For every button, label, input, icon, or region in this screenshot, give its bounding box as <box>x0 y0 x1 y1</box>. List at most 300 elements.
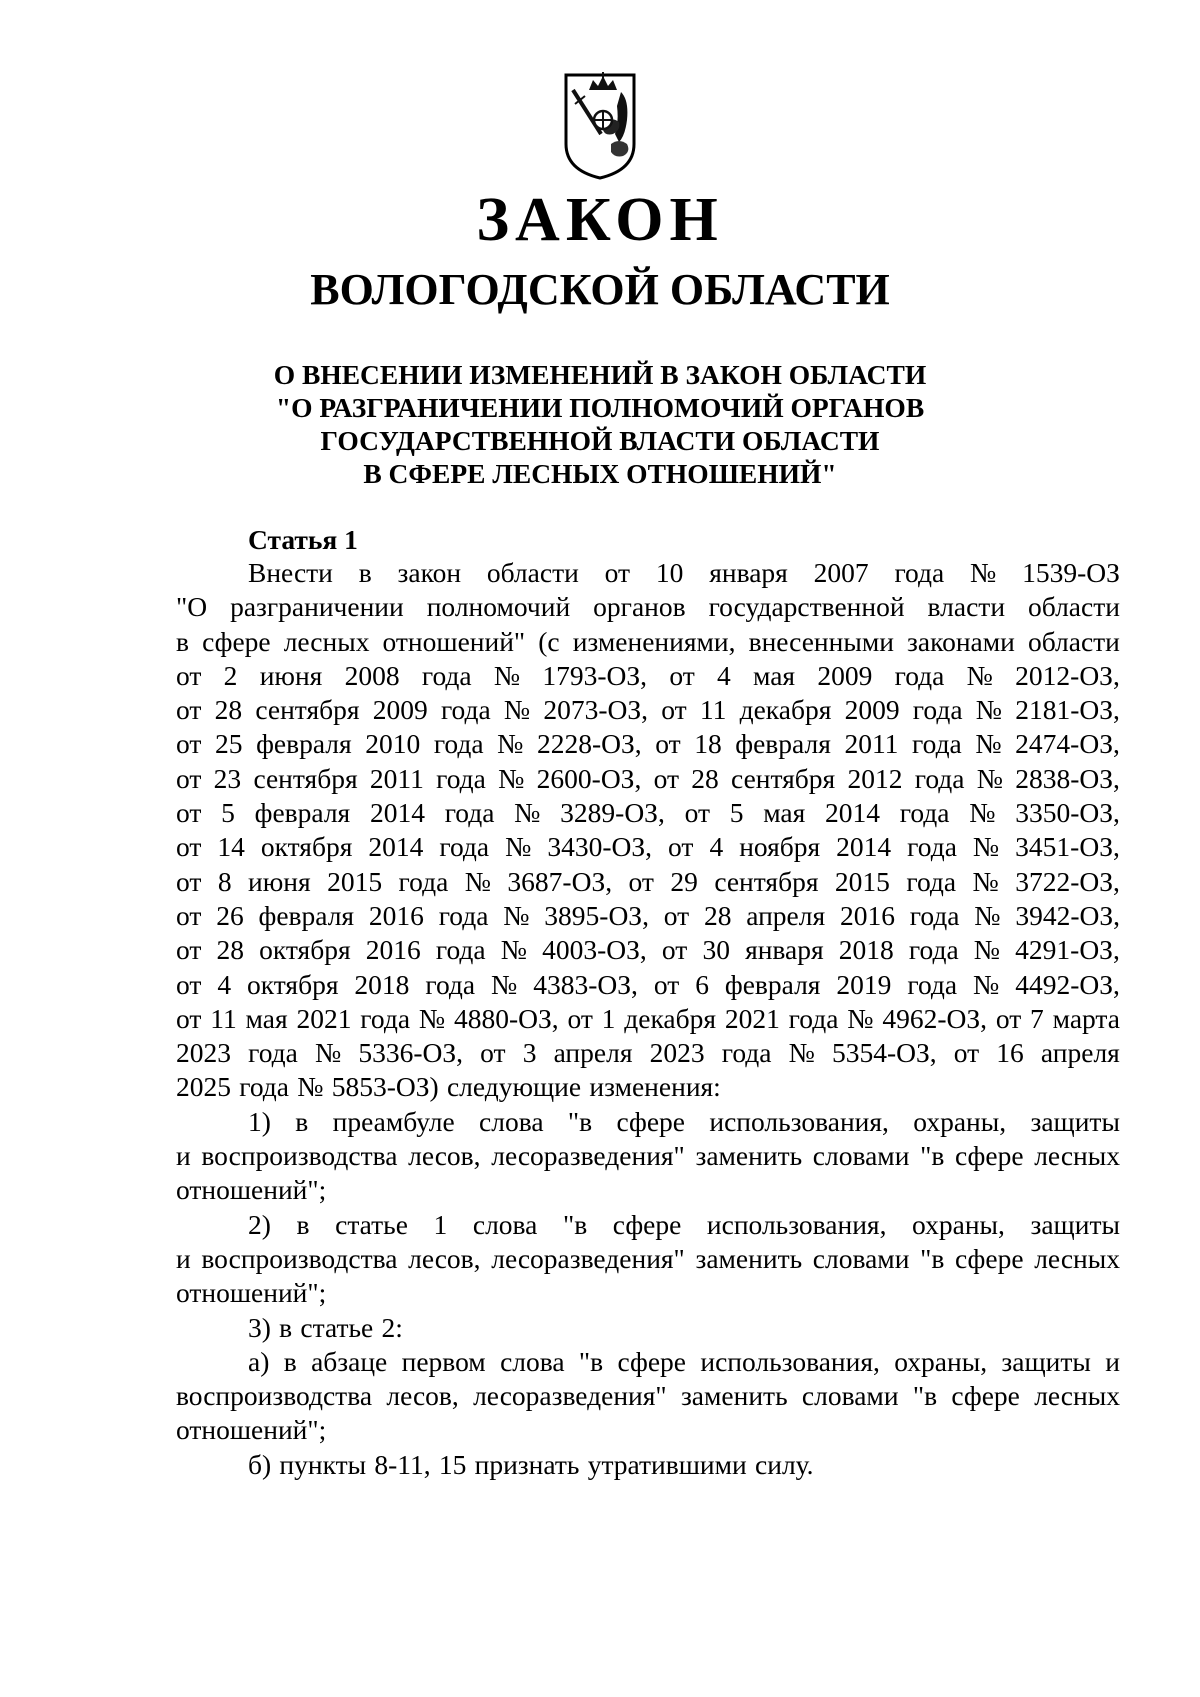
word: в <box>295 1105 309 1137</box>
word: 28 <box>214 694 243 726</box>
word: 18 <box>694 728 722 760</box>
word: отношений"; <box>176 1414 327 1446</box>
word: в <box>283 1345 297 1377</box>
word: полномочий <box>426 591 571 623</box>
word: февраля <box>254 797 351 829</box>
word: от <box>480 1037 506 1069</box>
word: года <box>899 797 950 829</box>
word: лесоразведения" <box>491 1140 685 1172</box>
word: 2: <box>381 1311 403 1343</box>
text-line <box>176 1448 1120 1482</box>
word: февраля <box>258 899 355 931</box>
word: № <box>505 831 532 863</box>
word: № <box>975 694 1003 726</box>
word: изменения: <box>589 1071 721 1103</box>
word: от <box>176 934 202 966</box>
word: лесов, <box>408 1140 481 1172</box>
word: № <box>976 762 1003 794</box>
text-line <box>176 659 1120 693</box>
word: 3289-ОЗ, <box>560 797 665 829</box>
word: лесов, <box>386 1380 459 1412</box>
word: сфере <box>951 1380 1020 1412</box>
word: абзаце <box>311 1345 388 1377</box>
word: от <box>176 865 202 897</box>
word: 2023 <box>649 1037 705 1069</box>
word: 1 <box>433 1208 448 1240</box>
word: № <box>503 694 531 726</box>
word: словами <box>801 1380 899 1412</box>
word: № <box>973 934 1001 966</box>
word: № <box>315 1037 342 1069</box>
text-line <box>176 693 1120 727</box>
word: 2015 <box>834 865 890 897</box>
word: года <box>398 865 449 897</box>
word: года <box>721 1037 772 1069</box>
word: от <box>653 762 679 794</box>
word: лесоразведения" <box>491 1242 685 1274</box>
word: октября <box>260 831 353 863</box>
word: 2600-ОЗ, <box>536 762 642 794</box>
word: № <box>966 659 993 691</box>
word: года <box>908 934 959 966</box>
word: 5853-ОЗ) <box>331 1071 439 1103</box>
word: от <box>176 831 202 863</box>
word: 2009 <box>372 694 428 726</box>
word: от <box>661 934 688 966</box>
word: от <box>176 797 202 829</box>
word: 11 <box>210 1002 237 1034</box>
word: охраны, <box>913 1105 1007 1137</box>
word: 2009 <box>817 659 873 691</box>
word: февраля <box>735 728 831 760</box>
word: "в <box>912 1380 938 1412</box>
word: в <box>296 1208 310 1240</box>
word: 2011 <box>844 728 899 760</box>
word: словами <box>812 1140 910 1172</box>
word: воспроизводства <box>201 1242 398 1274</box>
word: февраля <box>256 728 352 760</box>
word: законами <box>907 625 1015 657</box>
word: 28 <box>703 899 732 931</box>
text-line <box>176 796 1120 830</box>
word: № <box>503 899 530 931</box>
word: сентября <box>714 865 819 897</box>
word: использования, <box>706 1208 887 1240</box>
word: от <box>668 831 694 863</box>
word: 14 <box>217 831 245 863</box>
word: и <box>176 1242 191 1274</box>
word: № <box>972 865 999 897</box>
word: признать <box>474 1448 580 1480</box>
word: заменить <box>680 1380 788 1412</box>
word: и <box>1105 1345 1120 1377</box>
word: 2474-ОЗ, <box>1015 728 1120 760</box>
word: 3350-ОЗ, <box>1015 797 1120 829</box>
word: лесных <box>1034 1380 1120 1412</box>
text-line <box>176 1276 1120 1310</box>
text-line <box>176 556 1120 590</box>
word: года <box>912 728 962 760</box>
word: 2021 <box>724 1002 780 1034</box>
word: лесов, <box>408 1242 481 1274</box>
text-line <box>176 1002 1120 1036</box>
word: 2019 <box>836 968 892 1000</box>
law-title <box>0 358 1200 490</box>
word: защиты <box>1030 1105 1120 1137</box>
word: сфере <box>616 1105 686 1137</box>
word: марта <box>1052 1002 1120 1034</box>
word: 30 <box>702 934 730 966</box>
word: сфере <box>202 625 271 657</box>
word: силу. <box>755 1448 814 1480</box>
word: 28 <box>216 934 245 966</box>
word: лесных <box>1034 1140 1120 1172</box>
word: лесных <box>283 625 370 657</box>
word: области <box>1028 591 1120 623</box>
word: 2016 <box>365 934 421 966</box>
word: закон <box>397 557 462 588</box>
word: 5 <box>729 797 744 829</box>
word: от <box>176 968 202 1000</box>
word: от <box>661 694 687 726</box>
word: заменить <box>695 1140 803 1172</box>
document-region: ВОЛОГОДСКОЙ ОБЛАСТИ <box>310 265 890 314</box>
word: года <box>894 557 945 588</box>
word: 2021 <box>296 1002 352 1034</box>
word: 2014 <box>368 831 424 863</box>
word: года <box>909 899 960 931</box>
word: года <box>421 659 472 691</box>
word: (с <box>538 625 560 657</box>
word: от <box>567 1002 593 1034</box>
word: года <box>440 694 491 726</box>
word: № <box>514 797 541 829</box>
word: словами <box>812 1242 910 1274</box>
word: 3722-ОЗ, <box>1015 865 1120 897</box>
text-line <box>176 1311 1120 1345</box>
word: года <box>894 659 945 691</box>
text-line <box>176 933 1120 967</box>
word: отношений"; <box>176 1174 327 1206</box>
word: государственной <box>708 591 905 623</box>
word: от <box>628 865 654 897</box>
word: отношений"; <box>176 1277 327 1309</box>
word: года <box>907 968 958 1000</box>
word: 4 <box>217 968 232 1000</box>
word: от <box>995 1002 1022 1034</box>
word: года <box>444 797 495 829</box>
text-line <box>176 1345 1120 1379</box>
word: разграничении <box>230 591 404 623</box>
word: 25 <box>214 728 243 760</box>
word: 10 <box>655 557 684 588</box>
word: сфере <box>955 1140 1024 1172</box>
word: 4962-ОЗ, <box>882 1002 987 1034</box>
word: № <box>847 1002 874 1034</box>
text-line <box>176 590 1120 624</box>
word: в <box>176 625 189 657</box>
law-title-line: "О РАЗГРАНИЧЕНИИ ПОЛНОМОЧИЙ ОРГАНОВ <box>275 392 925 423</box>
word: преамбуле <box>332 1105 455 1137</box>
text-line <box>176 1413 1120 1447</box>
word: № <box>297 1071 324 1103</box>
word: года <box>435 934 486 966</box>
word: мая <box>245 1002 288 1034</box>
word: первом <box>401 1345 486 1377</box>
document-title: ЗАКОН <box>476 186 724 254</box>
word: внесенными <box>748 625 894 657</box>
word: статье <box>335 1208 408 1240</box>
word: № <box>974 899 1001 931</box>
word: года <box>239 1071 289 1103</box>
word: апреля <box>746 899 826 931</box>
word: использования, <box>709 1105 889 1137</box>
word: 2016 <box>368 899 424 931</box>
word: "в <box>920 1140 945 1172</box>
word: сфере <box>612 1208 682 1240</box>
word: от <box>653 968 680 1000</box>
word: года <box>907 831 957 863</box>
word: в <box>279 1311 293 1343</box>
word: 3451-ОЗ, <box>1015 831 1120 863</box>
word: ноября <box>739 831 821 863</box>
word: 1) <box>248 1105 271 1137</box>
word: органов <box>593 591 686 623</box>
word: защиты <box>1030 1208 1120 1240</box>
word: 3942-ОЗ, <box>1015 899 1120 931</box>
text-line <box>176 727 1120 761</box>
law-title-line: ГОСУДАРСТВЕННОЙ ВЛАСТИ ОБЛАСТИ <box>320 425 880 456</box>
word: 2025 <box>176 1071 231 1103</box>
word: апреля <box>1040 1037 1120 1069</box>
word: года <box>788 1002 839 1034</box>
word: января <box>709 557 788 588</box>
word: № <box>497 728 524 760</box>
word: 2) <box>248 1208 271 1240</box>
word: года <box>436 762 486 794</box>
word: 2 <box>223 659 238 691</box>
text-line <box>176 830 1120 864</box>
word: изменениями, <box>572 625 736 657</box>
word: от <box>176 762 202 794</box>
word: 2073-ОЗ, <box>543 694 649 726</box>
word: области <box>1027 625 1120 657</box>
text-line <box>176 625 1120 659</box>
word: № <box>972 831 1000 863</box>
word: от <box>176 728 202 760</box>
text-line <box>176 1173 1120 1207</box>
word: октября <box>247 968 339 1000</box>
word: 2023 <box>176 1037 231 1069</box>
word: "в <box>578 1345 604 1377</box>
text-line <box>176 1139 1120 1173</box>
word: октября <box>259 934 351 966</box>
word: года <box>425 968 476 1000</box>
word: сентября <box>731 762 836 794</box>
word: отношений" <box>382 625 526 657</box>
coat-of-arms-icon <box>563 72 637 180</box>
word: "в <box>920 1242 945 1274</box>
word: № <box>970 557 997 588</box>
word: июня <box>259 659 323 691</box>
word: сентября <box>253 762 358 794</box>
word: пункты <box>279 1448 367 1480</box>
word: 5354-ОЗ, <box>831 1037 937 1069</box>
text-line <box>176 1379 1120 1413</box>
article-heading: Статья 1 <box>248 524 358 555</box>
word: 2014 <box>825 797 880 829</box>
word: 4383-ОЗ, <box>533 968 638 1000</box>
word: от <box>684 797 710 829</box>
word: № <box>498 762 525 794</box>
word: заменить <box>695 1242 803 1274</box>
word: 15 <box>438 1448 467 1480</box>
word: 16 <box>996 1037 1024 1069</box>
word: года <box>438 899 489 931</box>
word: 6 <box>695 968 709 1000</box>
word: 29 <box>670 865 698 897</box>
article-body <box>176 556 1120 1482</box>
word: 4492-ОЗ, <box>1015 968 1120 1000</box>
word: от <box>663 899 690 931</box>
word: года <box>914 762 965 794</box>
word: слова <box>479 1105 544 1137</box>
word: лесных <box>1034 1242 1120 1274</box>
word: № <box>418 1002 446 1034</box>
word: декабря <box>739 694 832 726</box>
word: статье <box>300 1311 374 1343</box>
word: 8-11, <box>374 1448 431 1480</box>
word: февраля <box>724 968 821 1000</box>
word: 7 <box>1030 1002 1044 1034</box>
text-line <box>176 1070 1120 1104</box>
word: власти <box>927 591 1006 623</box>
word: № <box>975 728 1002 760</box>
word: 2014 <box>836 831 892 863</box>
word: 23 <box>213 762 242 794</box>
law-title-line: В СФЕРЕ ЛЕСНЫХ ОТНОШЕНИЙ" <box>363 458 837 489</box>
word: 2012-ОЗ, <box>1015 659 1120 691</box>
word: 4003-ОЗ, <box>542 934 647 966</box>
word: 4291-ОЗ, <box>1015 934 1120 966</box>
word: от <box>176 659 202 691</box>
word: года <box>360 1002 411 1034</box>
word: 2008 <box>344 659 400 691</box>
word: охраны, <box>912 1208 1005 1240</box>
word: 2012 <box>847 762 903 794</box>
word: 3895-ОЗ, <box>544 899 649 931</box>
word: года <box>912 694 963 726</box>
word: б) <box>248 1448 272 1480</box>
word: от <box>176 899 202 931</box>
word: июня <box>248 865 311 897</box>
word: 2838-ОЗ, <box>1015 762 1120 794</box>
word: года <box>439 831 490 863</box>
word: 8 <box>217 865 232 897</box>
word: 3) <box>248 1311 271 1343</box>
word: 1539-ОЗ <box>1022 557 1120 588</box>
word: 4 <box>717 659 731 691</box>
word: а) <box>248 1345 270 1377</box>
word: 3 <box>522 1037 537 1069</box>
word: использования, <box>700 1345 880 1377</box>
word: № <box>491 968 518 1000</box>
word: Внести <box>248 557 333 588</box>
law-title-line: О ВНЕСЕНИИ ИЗМЕНЕНИЙ В ЗАКОН ОБЛАСТИ <box>273 359 927 390</box>
word: мая <box>753 659 796 691</box>
text-line <box>176 968 1120 1002</box>
text-line <box>176 1105 1120 1139</box>
text-line <box>176 1208 1120 1242</box>
word: 4 <box>709 831 724 863</box>
word: следующие <box>446 1071 582 1103</box>
word: от <box>655 728 681 760</box>
word: "в <box>567 1105 593 1137</box>
word: № <box>500 934 527 966</box>
word: сфере <box>955 1242 1024 1274</box>
word: утратившими <box>587 1448 747 1480</box>
word: от <box>604 557 631 588</box>
text-line <box>176 1036 1120 1070</box>
text-line <box>176 865 1120 899</box>
word: года <box>433 728 484 760</box>
word: мая <box>763 797 806 829</box>
word: 26 <box>216 899 244 931</box>
word: защиты <box>1001 1345 1091 1377</box>
word: 2010 <box>365 728 421 760</box>
word: от <box>669 659 695 691</box>
word: слова <box>500 1345 565 1377</box>
word: 3430-ОЗ, <box>547 831 653 863</box>
word: № <box>973 968 1000 1000</box>
word: слова <box>472 1208 538 1240</box>
word: № <box>464 865 491 897</box>
word: 1793-ОЗ, <box>542 659 648 691</box>
word: 2018 <box>838 934 894 966</box>
word: 5336-ОЗ, <box>358 1037 464 1069</box>
word: и <box>176 1140 191 1172</box>
text-line <box>176 762 1120 796</box>
word: 4880-ОЗ, <box>453 1002 559 1034</box>
word: 1 <box>601 1002 616 1034</box>
word: области <box>486 557 579 588</box>
word: лесоразведения" <box>473 1380 667 1412</box>
word: от <box>953 1037 980 1069</box>
word: 2016 <box>839 899 895 931</box>
word: "в <box>562 1208 588 1240</box>
word: воспроизводства <box>176 1380 373 1412</box>
word: года <box>906 865 957 897</box>
word: 5 <box>221 797 235 829</box>
word: в <box>358 557 372 588</box>
word: 2009 <box>844 694 900 726</box>
word: 2181-ОЗ, <box>1015 694 1120 726</box>
word: 2018 <box>354 968 410 1000</box>
word: 3687-ОЗ, <box>507 865 613 897</box>
word: 11 <box>699 694 727 726</box>
text-line <box>176 1242 1120 1276</box>
word: от <box>176 1002 202 1034</box>
word: 28 <box>691 762 719 794</box>
word: № <box>493 659 521 691</box>
word: апреля <box>553 1037 633 1069</box>
word: 2015 <box>327 865 383 897</box>
word: сентября <box>255 694 360 726</box>
word: 2014 <box>369 797 425 829</box>
word: 2007 <box>813 557 869 588</box>
word: охраны, <box>894 1345 988 1377</box>
word: "О <box>176 591 208 623</box>
